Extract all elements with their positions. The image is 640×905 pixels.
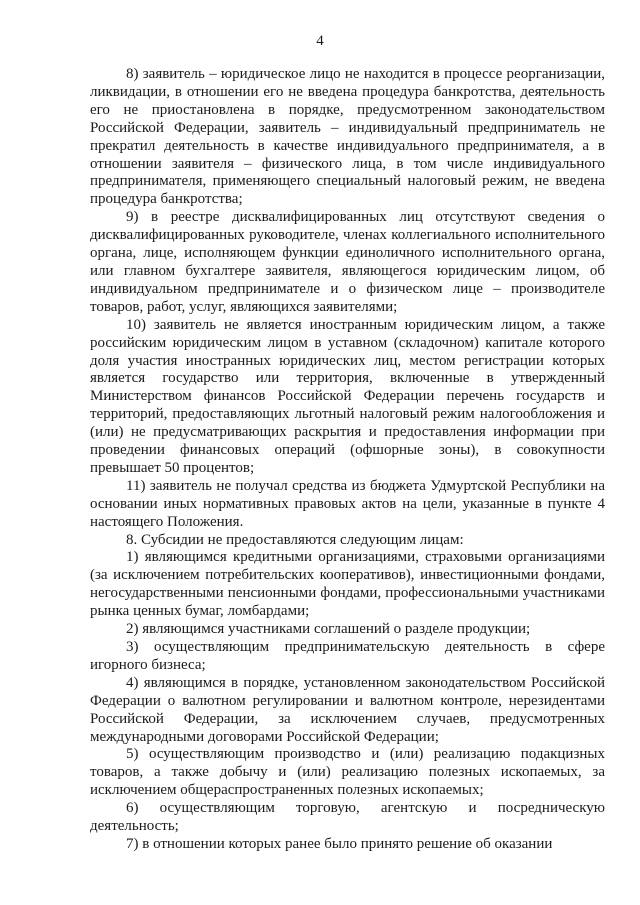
paragraph-item-9: 9) в реестре дисквалифицированных лиц отсутствуют сведения о дисквалифицированных руководителе, членах коллегиального исполнительного органа, лице, исполняющем функции единоличного исполнительного органа, или главном бухгалтере заявителя, являющегося юридическим лицом, об индивидуальном предпринимателе и о физическом лице – производителе товаров, работ, услуг, являющихся заявителями; [90, 209, 605, 315]
paragraph-item-11: 11) заявитель не получал средства из бюджета Удмуртской Республики на основании иных нормативных правовых актов на цели, указанные в пункте 4 настоящего Положения. [90, 477, 605, 530]
paragraph-item-10: 10) заявитель не является иностранным юридическим лицом, а также российским юридическим лицом в уставном (складочном) капитале которого доля участия иностранных юридических лиц, местом регистрации которых является государство или территория, включенные в утвержденный Министерством финансов Российской Федерации перечень государств и территорий, предоставляющих льготный налоговый режим налогообложения и (или) не предусматривающих раскрытия и предоставления информации при проведении финансовых операций (офшорные зоны), в совокупности превышает 50 процентов; [90, 316, 605, 476]
exclusion-item-4: 4) являющимся в порядке, установленном законодательством Российской Федерации о валютном регулировании и валютном контроле, нерезидентами Российской Федерации, за исключением случаев, предусмотренных международными договорами Российской Федерации; [90, 674, 605, 745]
exclusion-item-5: 5) осуществляющим производство и (или) реализацию подакцизных товаров, а также добычу и (или) реализацию полезных ископаемых, за исключением общераспространенных полезных ископаемых; [90, 746, 605, 799]
page-number: 4 [316, 33, 324, 49]
exclusion-item-2: 2) являющимся участниками соглашений о разделе продукции; [126, 621, 531, 638]
exclusion-item-7: 7) в отношении которых ранее было принято решение об оказании [126, 835, 553, 852]
section-8-heading: 8. Субсидии не предоставляются следующим лицам: [126, 531, 464, 548]
exclusion-item-6: 6) осуществляющим торговую, агентскую и посредническую деятельность; [90, 800, 605, 835]
document-body [90, 66, 605, 854]
paragraph-item-8: 8) заявитель – юридическое лицо не находится в процессе реорганизации, ликвидации, в отношении его не введена процедура банкротства, деятельность его не приостановлена в порядке, предусмотренном законодательством Российской Федерации, заявитель – индивидуальный предприниматель не прекратил деятельность в качестве индивидуального предпринимателя, а в отношении заявителя – физического лица, в том числе индивидуального предпринимателя, применяющего специальный налоговый режим, не введена процедура банкротства; [90, 66, 605, 208]
exclusion-item-3: 3) осуществляющим предпринимательскую деятельность в сфере игорного бизнеса; [90, 639, 605, 673]
exclusion-item-1: 1) являющимся кредитными организациями, страховыми организациями (за исключением потребительских кооперативов), инвестиционными фондами, негосударственными пенсионными фондами, профессиональными участниками рынка ценных бумаг, ломбардами; [90, 549, 605, 620]
